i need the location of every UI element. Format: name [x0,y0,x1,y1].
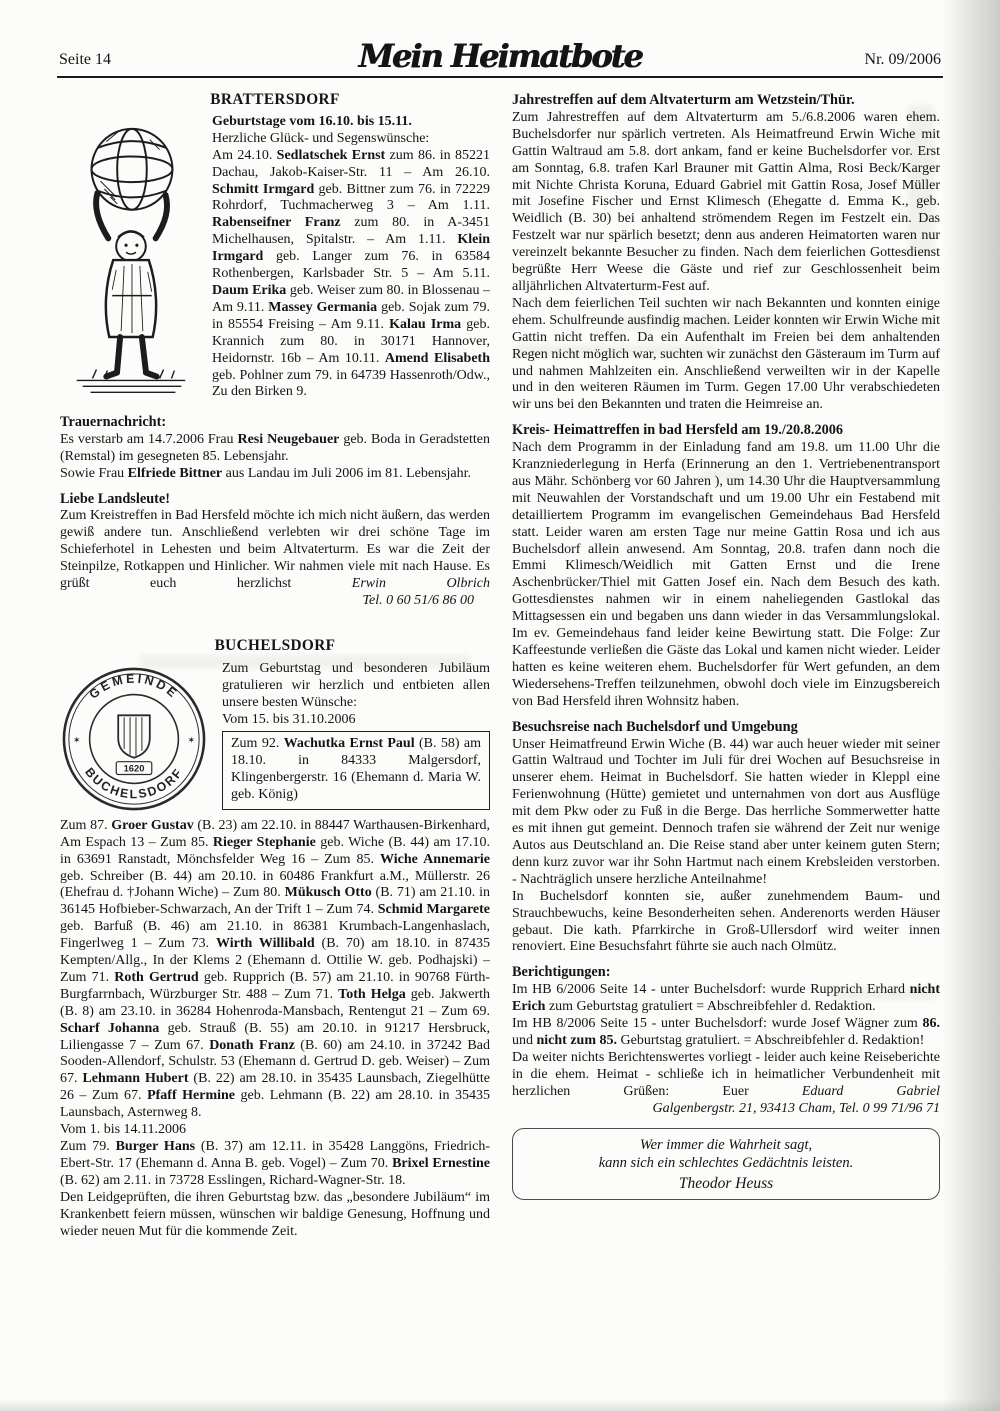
seal-star-left-icon: ✶ [73,734,81,745]
article-heading: Kreis- Heimattreffen in bad Hersfeld am 19./20.8.2006 [512,422,844,439]
figure-legs [106,337,156,376]
seal-ring-bottom-text: BUCHELSDORF [82,764,186,802]
letter-paragraph: Zum Kreistreffen in Bad Hersfeld möchte ich mich nicht äußern, das werden gewiß andere tun. Anschließend verlebten wir drei schöne Tage im Schieferhotel in Lehesten und beim Altvaterturm. Es war die Zeit der Steinpilze, Rotkappen und Hinlicher. Wir nahmen viele mit nach Hause. Es grüßt euch herzlichst Erwin Olbrich [60,508,490,592]
corrections-heading: Berichtigungen: [512,964,611,981]
globe [92,129,173,210]
seal-ring-top-text: GEMEINDE [86,671,182,702]
letter-heading: Liebe Landsleute! [60,490,171,507]
seal-star-right-icon: ✶ [187,734,195,745]
correction-paragraph: Im HB 6/2006 Seite 14 - unter Buchelsdorf: wurde Rupprich Erhard nicht Erich zum Geburtstag gratuliert = Abschreibfehler d. Redaktion. [512,982,940,1015]
figure-body [106,260,156,337]
phone-line: Tel. 0 60 51/6 86 00 [362,592,474,608]
quote-line: kann sich ein schlechtes Gedächtnis leisten. [598,1155,854,1172]
obituary-paragraph: Sowie Frau Elfriede Bittner aus Landau im Juli 2006 im 81. Lebensjahr. [60,465,472,481]
article-heading: Besuchsreise nach Buchelsdorf und Umgebung [512,718,798,735]
page-header [57,37,943,78]
birthday-range-heading: Geburtstage vom 16.10. bis 15.11. [212,113,412,129]
birthday-list: Zum 87. Groer Gustav (B. 23) am 22.10. in 88447 Warthausen-Birkenhard, Am Espach 13 – Zum 85. Rieger Stephanie geb. Wiche (B. 44) am 17.10. in 63691 Ranstadt, Mönchsfelder Weg 16 – Zum 85. Wiche Annemarie geb. Schreiber (B. 44) am 20.10. in 60486 Frankfurt a.M., Müllerstr. 26 (Ehefrau d. †Johann Wiche) – Zum 80. Mükusch Otto (B. 71) am 21.10. in 36145 Hofbieber-Schwarzach, An der Trift 1 – Zum 74. Schmid Margarete geb. Barfuß (B. 46) am 21.10. in 86381 Krumbach-Langenhaslach, Fingerlweg 1 – Zum 73. Wirth Willibald (B. 70) am 18.10. in 87435 Kempten/Allg., In der Klems 2 (Ehemann d. Ottilie W. geb. Podhajski) – Zum 71. Roth Gertrud geb. Rupprich (B. 57) am 21.10. in 90768 Fürth-Burgfarrnbach, Würzburger Str. 488 – Zum 71. Toth Helga geb. Jakwerth (B. 8) am 23.10. in 36284 Hohenroda-Mansbach, Rentengut 21 – Zum 69. Scharf Johanna geb. Strauß (B. 55) am 20.10. in 91217 Hersbruck, Liliengasse 7 – Zum 67. Donath Franz (B. 60) am 24.10. in 37242 Bad Sooden-Allendorf, Schulstr. 53 (Ehemann d. Gertrud D. geb. Weiser) – Zum 67. Lehmann Hubert (B. 22) am 28.10. in 35435 Launsbach, Ziegelhütte 26 – Zum 67. Pfaff Hermine geb. Lehmann (B. 22) am 28.10. in 35435 Launsbach, Asternweg 8. [60,817,491,1121]
seal-shield [118,715,150,757]
author-address-line: Galgenbergstr. 21, 93413 Cham, Tel. 0 99 71/96 71 [652,1100,940,1116]
obituary-paragraph: Es verstarb am 14.7.2006 Frau Resi Neugebauer geb. Boda in Geradstetten (Remstal) im gesegneten 85. Lebensjahr. [60,431,491,464]
right-column [512,92,940,1200]
obituary-heading: Trauernachricht: [60,413,167,430]
ground [77,369,186,392]
figure-head [116,231,146,261]
article-paragraph: Unser Heimatfreund Erwin Wiche (B. 44) war auch heuer wieder mit seiner Gattin Waltraud und Tochter im Juli für drei Wochen auf Besuchsreise in unserer ehem. Heimat in Buchelsdorf. Sie hatten wieder in Kleppl eine Ferienwohnung (Hütte) gemietet und unternahmen von dort aus Ausflüge mit dem Pkw oder zu Fuß in die Berge. Das herrliche Sommerwetter hatte es mit ihnen gut gemeint. Dennoch trafen sie während der Zeit nur wenige Autos aus Deutschland an. Die Reise stand aber unter keinem guten Stern; denn kurz zuvor war ihr Sohn Hartmut nach einem Krebsleiden verstorben. - Nachträglich unsere herzliche Anteilnahme! [512,736,940,887]
scan-edge-shadow [0,1399,1000,1411]
date-range-label: Vom 1. bis 14.11.2006 [60,1122,187,1138]
birthday-intro: Herzliche Glück- und Segenswünsche: [212,130,430,146]
buchelsdorf-intro: Zum Geburtstag und besonderen Jubiläum gratulieren wir herzlich und entbieten allen unsere besten Wünsche: [222,660,490,710]
closing-wishes: Den Leidgeprüften, die ihren Geburtstag bzw. das „besondere Jubiläum“ im Krankenbett feiern müssen, wünschen wir baldige Genesung, Hoffnung und wieder neuen Mut für die kommende Zeit. [60,1189,490,1239]
masthead-logo: Mein Heimatbote [358,37,642,75]
atlas-globe-illustration [60,116,200,412]
closing-paragraph: Da weiter nichts Berichtenswertes vorliegt - leider auch keine Reiseberichte in die ehem. Heimat - schließe ich in heimatlicher Verbundenheit mit herzlichen Grüßen: Euer Eduard Gabriel [512,1049,940,1099]
date-range-label: Vom 15. bis 31.10.2006 [222,711,356,727]
issue-number-label: Nr. 09/2006 [864,51,941,68]
article-paragraph: Nach dem feierlichen Teil suchten wir nach Bekannten und konnten einige ehem. Schulfreunde ausfindig machen. Leider konnten wir Erwin Wiche mit Gattin nicht treffen. Da ein Aufenthalt im Freien bei dem anhaltenden Regen nicht möglich war, suchten wir zunächst den Gästeraum im Turm auf und nahmen Mahlzeiten ein. Anschließend verweilten wir in der Kapelle und in den weiteren Räumen im Turm. Gegen 17.00 Uhr verabschiedeten wir uns bei den Bekannten und traten die Heimreise an. [512,295,940,413]
quote-line: Wer immer die Wahrheit sagt, [639,1137,813,1154]
buchelsdorf-community-seal [60,664,208,814]
left-column [60,92,490,1240]
quote-box [512,1128,940,1200]
jubilee-entry: Zum 92. Wachutka Ernst Paul (B. 58) am 18.10. in 84333 Malgersdorf, Klingenbergerstr. 16 (Ehemann d. Maria W. geb. König) [231,736,482,803]
article-heading: Jahrestreffen auf dem Altvaterturm am Wetzstein/Thür. [512,92,855,108]
scan-edge-shadow [942,0,1000,1411]
page-number-label: Seite 14 [59,51,111,68]
article-paragraph: In Buchelsdorf konnten sie, außer zunehmendem Baum- und Strauchbewuchs, keine Besonderheiten sehen. Anderenorts werden Häuser gebaut. Die kath. Pfarrkirche in Groß-Ullersdorf wird weiter innen renoviert. Eine Besuchsfahrt führte sie auch nach Olmütz. [512,888,940,955]
birthday-list: Am 24.10. Sedlatschek Ernst zum 86. in 85221 Dachau, Jakob-Kaiser-Str. 11 – Am 26.10. Schmitt Irmgard geb. Bittner zum 76. in 72229 Rohrdorf, Tuchmacherweg 3 – Am 1.11. Rabenseifner Franz zum 80. in A-3451 Michelhausen, Spitalstr. – Am 1.11. Klein Irmgard geb. Langer zum 76. in 63584 Rothenbergen, Karlsbader Str. 5 – Am 5.11. Daum Erika geb. Weiser zum 80. in Blossenau – Am 9.11. Massey Germania geb. Sojak zum 79. in 85554 Freising – Am 9.11. Kalau Irma geb. Krannich zum 80. in 30171 Hannover, Heidornstr. 16b – Am 10.11. Amend Elisabeth geb. Pohlner zum 79. in 64739 Hassenroth/Odw., Zu den Birken 9. [212,147,491,400]
jubilee-highlight-box [222,731,490,810]
quote-attribution: Theodor Heuss [678,1175,774,1193]
article-paragraph: Nach dem Programm in der Einladung fand am 19.8. um 11.00 Uhr die Kranzniederlegung in Herfa (Erinnerung an den 1. Vertriebenentransport aus Mähr. Schönberg vor 60 Jahren ), um 14.30 Uhr die Hauptversammlung mit Neuwahlen der Vorstandschaft und um 19.00 Uhr ein Festabend mit detailliertem Programm im evangelischen Gemeindehaus Bad Hersfeld statt. Leider waren am ersten Tage nur meine Gattin Rosa und ich aus Buchelsdorf allein anwesend. Am Sonntag, 20.8. trafen dann noch die Emmi Klimesch/Weidlich mit Gatten Ernst und die Irene Aschenbrücker/Thiel mit Gatten Josef ein. Nach dem Besuch des kath. Gottesdienstes nahmen wir in einem naheliegenden Gastlokal das Mittagsessen ein und begaben uns dann wieder in das Versammlungslokal. Im ev. Gemeindehaus fand leider keine Bewirtung statt. Die Folge: Zur Kaffeestunde verließen die Gäste das Lokal und kamen nicht wieder. Leider hatten es keine weiteren ehem. Buchelsdorfer für Wert gefunden, an dem Wiedersehens-Treffen teilzunehmen, obwohl doch viele im Einzugsbereich von Bad Hersfeld ihren Wohnsitz haben. [512,440,940,709]
section-title-buchelsdorf: BUCHELSDORF [214,636,336,654]
article-paragraph: Zum Jahrestreffen auf dem Altvaterturm am 5./6.8.2006 waren ehem. Buchelsdorfer nur spärlich vertreten. Als Heimatfreund Erwin Wiche mit Gattin Waltraud am 5.8. dort ankam, fand er keine Buchelsdorfer vor. Erst am Sonntag, 6.8. trafen Karl Brauner mit Gattin Alma, Rosi Beck/Karger mit Nichte Christa Koruna, Eduard Gabriel mit Gattin Rosa, Josef Müller mit Josefine Fischer und Ernst Klimesch (Ehegatte d. Emma K., geb. Weidlich (B. 30) bei anhaltend strömendem Regen im Festzelt ein. Das Festzelt war nur spärlich besetzt; denn aus anderen Heimatorten waren nur vereinzelt bekannte Besucher zu finden. Nach dem feierlichen Gottesdienst begrüßte Herr Weese die Gäste und rief zur Geschlossenheit beim alljährlichen Altvaterturm-Fest auf. [512,109,940,294]
section-title-brattersdorf: BRATTERSDORF [210,91,340,108]
correction-paragraph: Im HB 8/2006 Seite 15 - unter Buchelsdorf: wurde Josef Wägner zum 86. und nicht zum 85. Geburtstag gratuliert. = Abschreibfehler d. Redaktion! [512,1016,940,1048]
birthday-list: Zum 79. Burger Hans (B. 37) am 12.11. in 35428 Langgöns, Friedrich-Ebert-Str. 17 (Ehemann d. Anna B. geb. Vogel) – Zum 70. Brixel Ernestine (B. 62) am 2.11. in 73728 Esslingen, Richard-Wagner-Str. 18. [60,1139,490,1188]
seal-year-text: 1620 [123,763,145,774]
